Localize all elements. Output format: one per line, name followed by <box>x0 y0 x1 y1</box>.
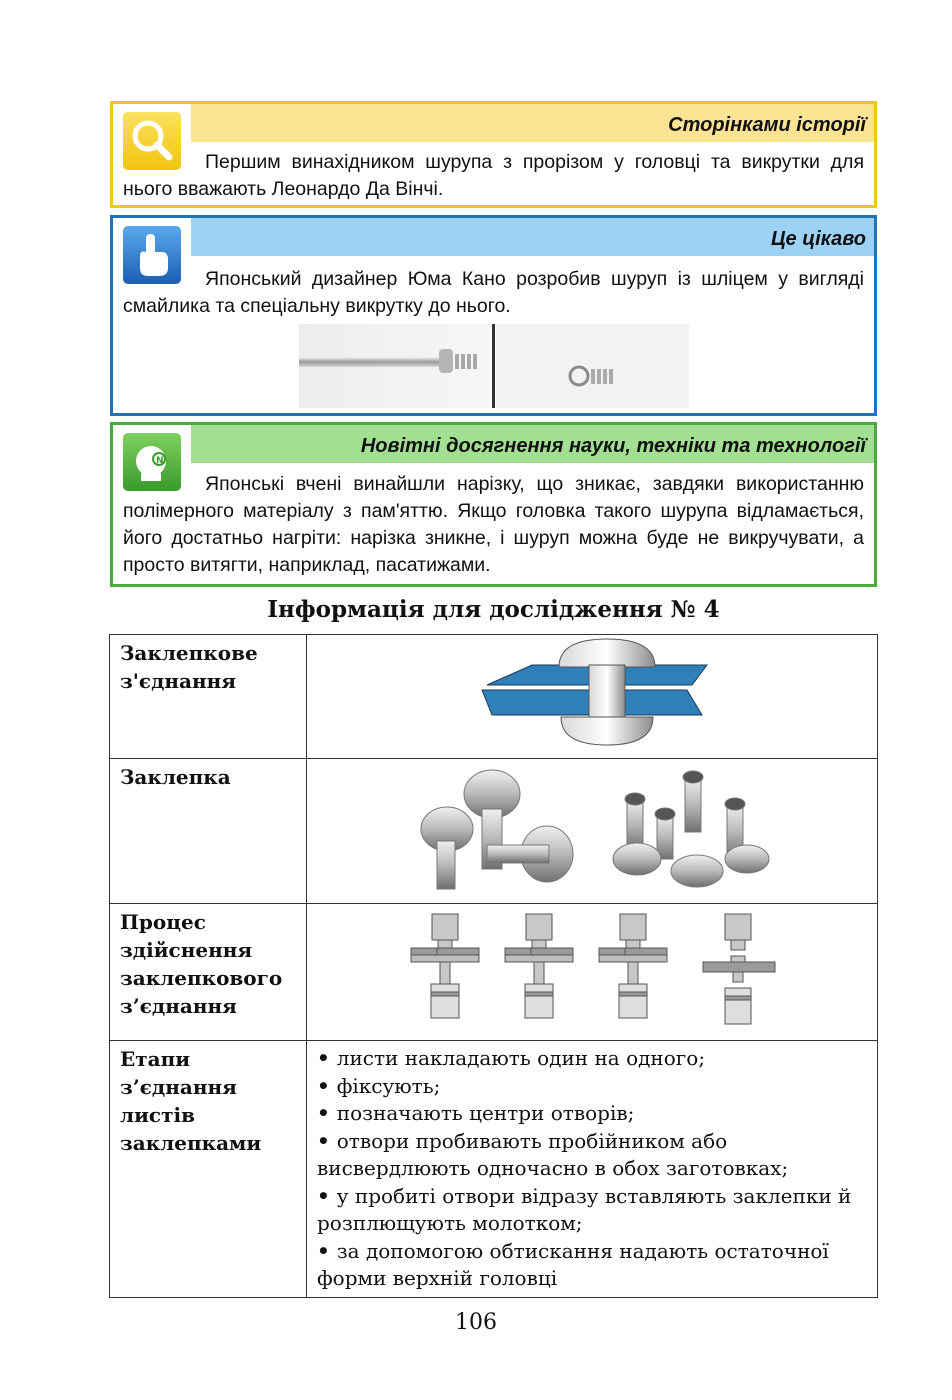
page-number: 106 <box>455 1310 497 1335</box>
table-row <box>110 635 878 759</box>
science-text: Японські вчені винайшли нарізку, що зникає, завдяки використанню полімерного матеріалу з пам'яттю. Якщо головка такого шурупа відламається, його достатньо нагріти: нарізка зникне, і шуруп можна буде не викручувати, а просто витягти, наприклад, пасатижами. <box>123 473 864 576</box>
history-heading: Сторінками історії <box>191 104 874 142</box>
row-label-rivet: Заклепка <box>110 759 307 904</box>
science-heading: Новітні досягнення науки, техніки та технології <box>191 425 874 463</box>
table-row <box>110 1041 878 1298</box>
interesting-text: Японський дизайнер Юма Кано розробив шуруп із шліцем у вигляді смайлика та спеціальну викрутку до нього. <box>123 268 864 317</box>
row-label-joint: Заклепкове з'єднання <box>110 635 307 759</box>
rivet-joint-diagram <box>307 635 878 759</box>
study-title: Інформація для дослідження № 4 <box>267 596 720 623</box>
svg-text:N: N <box>156 456 164 466</box>
list-item: • за допомогою обтискання надають остаточної форми верхній головці <box>317 1238 867 1293</box>
list-item: • отвори пробивають пробійником або висвердлюють одночасно в обох заготовках; <box>317 1128 867 1183</box>
stages-list <box>317 1045 867 1293</box>
stages-cell <box>307 1041 878 1298</box>
list-item: • у пробиті отвори відразу вставляють заклепки й розплющують молотком; <box>317 1183 867 1238</box>
history-box <box>110 101 877 208</box>
riveting-process-diagram <box>307 904 878 1041</box>
history-text: Першим винахідником шурупа з прорізом у головці та викрутки для нього вважають Леонардо Да Вінчі. <box>123 151 864 200</box>
interesting-heading: Це цікаво <box>191 218 874 256</box>
list-item: • позначають центри отворів; <box>317 1100 867 1128</box>
interesting-box <box>110 215 877 416</box>
list-item: • фіксують; <box>317 1073 867 1101</box>
study-table <box>109 634 878 1298</box>
rivets-photo <box>307 759 878 904</box>
row-label-stages: Етапи з’єднання листів заклепками <box>110 1041 307 1298</box>
science-box <box>110 422 877 587</box>
table-row <box>110 904 878 1041</box>
table-row <box>110 759 878 904</box>
smiley-screw-photo <box>299 324 689 408</box>
row-label-process: Процес здійснення заклепкового з’єднання <box>110 904 307 1041</box>
list-item: • листи накладають один на одного; <box>317 1045 867 1073</box>
